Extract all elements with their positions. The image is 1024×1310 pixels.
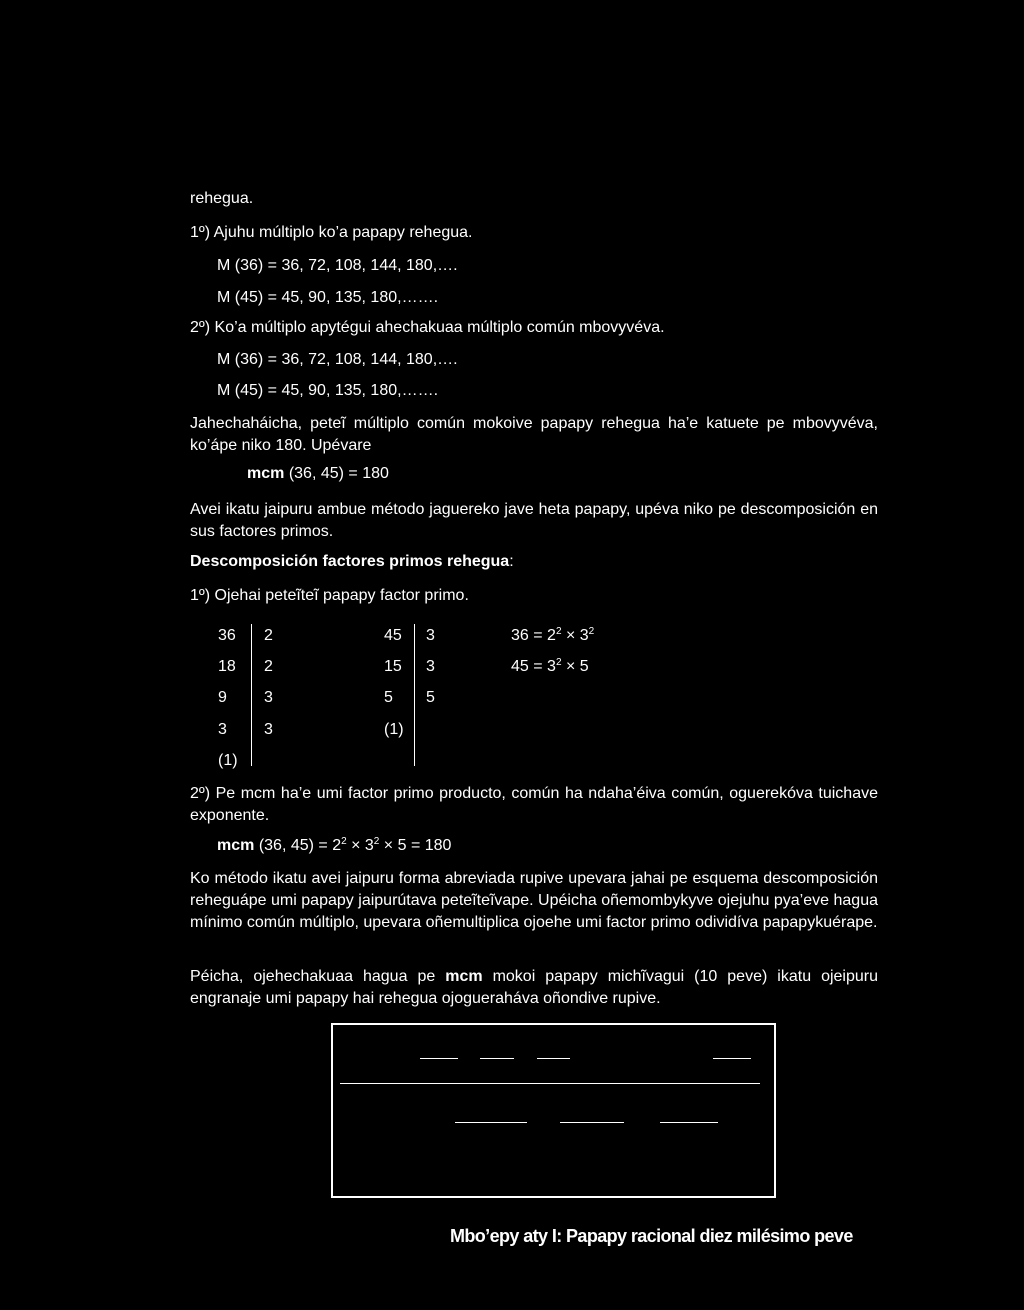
mcm-formula-line xyxy=(217,836,451,856)
intro-text: rehegua. xyxy=(190,190,254,207)
factorization-45-end: × 5 xyxy=(561,658,589,675)
factor-step1-text: 1º) Ojehai peteĩteĩ papapy factor primo. xyxy=(190,587,469,604)
decomp36-number: (1) xyxy=(218,752,238,769)
mcm-formula-exp2: 2 xyxy=(373,836,380,847)
decomp36-number: 3 xyxy=(218,721,227,738)
factorization-36 xyxy=(511,626,594,646)
factorization-36-mid: × 3 xyxy=(561,627,589,644)
multiples-36-list: M (36) = 36, 72, 108, 144, 180,…. xyxy=(217,257,458,274)
step2-mcm-explanation: 2º) Pe mcm ha’e umi factor primo producto, común ha ndaha’éiva común, oguerekóva tuichave exponente. xyxy=(190,785,878,824)
decomp45-number: 15 xyxy=(384,658,402,675)
figure-dash xyxy=(455,1122,527,1123)
figure-dash xyxy=(560,1122,624,1123)
decomp45-factor: 5 xyxy=(426,689,435,706)
decomp36-number: 18 xyxy=(218,658,236,675)
mcm-formula-part3: × 5 = 180 xyxy=(379,837,452,854)
paragraph-gear-method xyxy=(190,966,878,1010)
decomp45-number: 45 xyxy=(384,627,402,644)
section-heading xyxy=(190,552,514,572)
multiples-45-list-repeat: M (45) = 45, 90, 135, 180,……. xyxy=(217,382,439,399)
paragraph-abbreviated-method: Ko método ikatu avei jaipuru forma abreviada rupive upevara jahai pe esquema descomposición reheguápe umi papapy jaipurútava peteĩteĩvape. Upéicha oñemombykyve ojejuhu pya’eve hagua mínimo común múltiplo, upevara oñemultiplica ojoehe umi factor primo odividíva papapykuérape. xyxy=(190,870,878,931)
decomp45-number: 5 xyxy=(384,689,393,706)
footer-unit-title: Mbo’epy aty I: Papapy racional diez milésimo peve xyxy=(450,1226,853,1246)
section-heading-colon: : xyxy=(509,553,514,570)
decomp36-factor: 3 xyxy=(264,689,273,706)
gear-paragraph-end: mokoi papapy michĩvagui (10 peve) ikatu ojeipuru engranaje umi papapy hai rehegua ojogueraháva oñondive rupive. xyxy=(190,968,879,1007)
step2-text: 2º) Ko’a múltiplo apytégui ahechakuaa múltiplo común mbovyvéva. xyxy=(190,319,665,336)
mcm-formula-part1: (36, 45) = 2 xyxy=(258,837,342,854)
factorization-36-exp2: 2 xyxy=(588,626,595,637)
mcm-result-value: (36, 45) = 180 xyxy=(288,465,389,482)
decomp36-factor: 2 xyxy=(264,658,273,675)
decomp36-divider xyxy=(251,624,252,766)
gear-paragraph-start: Péicha, ojehechakuaa hagua pe xyxy=(190,968,446,985)
mcm-formula-exp1: 2 xyxy=(341,836,347,847)
figure-dash xyxy=(480,1058,514,1059)
paragraph-lcm-explanation: Jahechaháicha, peteĩ múltiplo común mokoive papapy rehegua ha’e katuete pe mbovyvéva, ko’ápe niko 180. Upévare xyxy=(190,415,878,454)
figure-dash xyxy=(660,1122,718,1123)
decomp45-number: (1) xyxy=(384,721,404,738)
decomp45-divider xyxy=(414,624,415,766)
decomp36-number: 9 xyxy=(218,689,227,706)
paragraph-other-method: Avei ikatu jaipuru ambue método jaguereko jave heta papapy, upéva niko pe descomposición en sus factores primos. xyxy=(190,501,878,540)
multiples-36-list-repeat: M (36) = 36, 72, 108, 144, 180,…. xyxy=(217,351,458,368)
decomp36-factor: 2 xyxy=(264,627,273,644)
factorization-45-base: 45 = 3 xyxy=(511,658,556,675)
decomp36-number: 36 xyxy=(218,627,236,644)
gear-paragraph-mcm: mcm xyxy=(445,968,483,985)
figure-long-line xyxy=(340,1083,760,1084)
step1-text: 1º) Ajuhu múltiplo ko’a papapy rehegua. xyxy=(190,224,473,241)
figure-dash xyxy=(420,1058,458,1059)
mcm-formula-part2: × 3 xyxy=(346,837,374,854)
multiples-45-list: M (45) = 45, 90, 135, 180,……. xyxy=(217,289,439,306)
decomp45-factor: 3 xyxy=(426,627,435,644)
figure-dash xyxy=(537,1058,570,1059)
decomp36-factor: 3 xyxy=(264,721,273,738)
mcm-result-line xyxy=(247,464,389,484)
figure-dash xyxy=(713,1058,751,1059)
factorization-45-exp1: 2 xyxy=(555,657,562,668)
factorization-36-exp1: 2 xyxy=(555,626,562,637)
figure-frame xyxy=(331,1023,776,1198)
factorization-36-base: 36 = 2 xyxy=(511,627,556,644)
decomp45-factor: 3 xyxy=(426,658,435,675)
mcm-formula-label: mcm xyxy=(217,837,255,854)
section-heading-title: Descomposición factores primos rehegua xyxy=(190,553,510,570)
mcm-label: mcm xyxy=(247,465,285,482)
factorization-45 xyxy=(511,657,589,677)
